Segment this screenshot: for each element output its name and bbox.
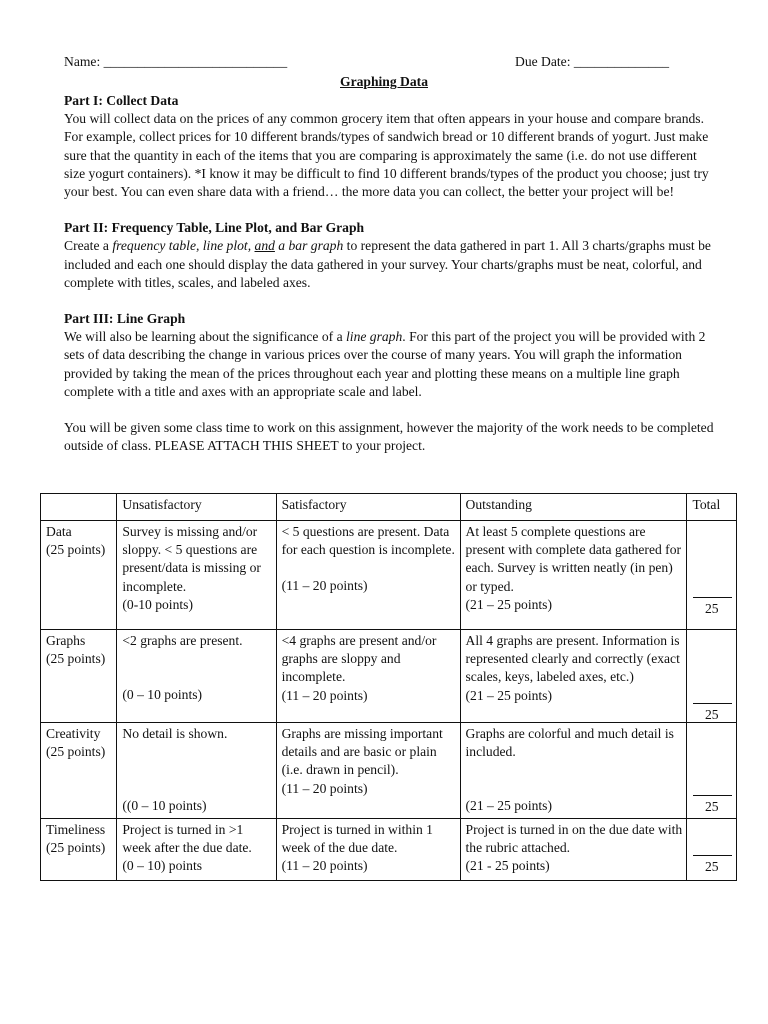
criteria-text: Graphs are missing important details and are basic or plain (i.e. drawn in pencil). <box>281 726 443 778</box>
criteria-points: (11 – 20 points) <box>281 780 368 796</box>
part2-heading: Part II: Frequency Table, Line Plot, and Bar Graph <box>64 220 365 236</box>
rubric-cell-unsatisfactory <box>117 723 276 819</box>
rubric-header-row <box>41 494 737 521</box>
rubric-row-creativity <box>41 723 737 819</box>
rubric-category <box>41 723 117 819</box>
criteria-points: (11 – 20 points) <box>281 687 368 703</box>
criteria-points: (0 – 10) points <box>122 858 203 874</box>
rubric-cell-total <box>687 521 737 630</box>
total-blank-line <box>693 855 732 856</box>
closing-text: You will be given some class time to work on this assignment, however the majority of the work needs to be completed outside of class. PLEASE ATTACH THIS SHEET to your project. <box>64 420 714 454</box>
part2-text-a: Create a <box>64 238 113 254</box>
name-field: Name: ___________________________ <box>64 54 288 69</box>
criteria-text: <4 graphs are present and/or graphs are sloppy and incomplete. <box>281 633 437 685</box>
total-value: 25 <box>704 601 719 616</box>
criteria-text: Graphs are colorful and much detail is included. <box>465 726 674 760</box>
part3-text <box>64 328 714 401</box>
rubric-header-total: Total <box>687 494 737 521</box>
criteria-points: (0 – 10 points) <box>122 687 203 703</box>
criteria-points: (21 – 25 points) <box>465 596 552 612</box>
rubric-cell-satisfactory <box>276 521 460 630</box>
part2-emphasis-2: a bar graph <box>274 238 344 254</box>
rubric-cell-total <box>687 723 737 819</box>
criteria-points: (21 – 25 points) <box>465 798 552 814</box>
part2-text-b: to represent the data gathered in part 1. All 3 charts/graphs must be included and each one should display the data gathered in your survey. Your charts/graphs must be neat, colorful, and complete with titles, scales, and labeled axes. <box>64 238 711 290</box>
criteria-text: Project is turned in within 1 week of the due date. <box>281 821 433 855</box>
total-value: 25 <box>704 858 719 874</box>
category-name: Graphs <box>46 633 86 648</box>
rubric-cell-satisfactory <box>276 723 460 819</box>
rubric-cell-total <box>687 630 737 723</box>
rubric-cell-unsatisfactory <box>117 521 276 630</box>
rubric-cell-outstanding <box>460 630 687 723</box>
rubric-header-unsatisfactory: Unsatisfactory <box>117 494 276 521</box>
criteria-text: < 5 questions are present. Data for each question is incomplete. <box>281 524 455 558</box>
category-points: (25 points) <box>46 542 106 558</box>
criteria-text: <2 graphs are present. <box>122 633 243 648</box>
part1-heading: Part I: Collect Data <box>64 93 179 108</box>
page-title: Graphing Data <box>340 74 428 89</box>
instructions <box>64 92 714 455</box>
total-blank-line <box>693 703 732 704</box>
part2-emphasis-1: frequency table, line plot, <box>112 238 255 254</box>
rubric-cell-outstanding <box>460 723 687 819</box>
header <box>64 53 704 73</box>
due-date-field: Due Date: ______________ <box>515 54 670 69</box>
criteria-points: (11 – 20 points) <box>281 858 368 874</box>
total-blank-line <box>693 597 732 598</box>
rubric-cell-unsatisfactory <box>117 818 276 880</box>
rubric-header-outstanding: Outstanding <box>460 494 687 521</box>
rubric-header-blank <box>41 494 117 521</box>
rubric-row-graphs <box>41 630 737 723</box>
total-blank-line <box>693 795 732 796</box>
criteria-text: All 4 graphs are present. Information is represented clearly and correctly (exact scales, keys, labeled axes, etc.) <box>465 633 680 685</box>
part3-heading: Part III: Line Graph <box>64 311 186 327</box>
rubric-header-satisfactory: Satisfactory <box>276 494 460 521</box>
rubric-cell-satisfactory <box>276 818 460 880</box>
part3-text-b: . For this part of the project you will be provided with 2 sets of data describing the change in various prices over the course of many years. You will graph the information provided by taking the mean of the prices throughout each year and plotting these means on a multiple line graph complete with a title and axes with an appropriate scale and label. <box>64 329 706 399</box>
criteria-points: (21 - 25 points) <box>465 858 550 874</box>
rubric-cell-unsatisfactory <box>117 630 276 723</box>
criteria-points: ((0 – 10 points) <box>122 798 207 814</box>
rubric-category <box>41 521 117 630</box>
rubric-row-timeliness <box>41 818 737 880</box>
category-points: (25 points) <box>46 744 106 760</box>
part1-text: You will collect data on the prices of any common grocery item that often appears in your house and compare brands. For example, collect prices for 10 different brands/types of sandwich bread or 10 different brands of yogurt. Just make sure that the quantity in each of the items that you are comparing is approximately the same (i.e. do not use different size yogurt containers). *I know it may be difficult to find 10 different brands/types of the product you choose; just try your best. You can even share data with a friend… the more data you can collect, the better your project will be! <box>64 111 709 200</box>
rubric-category <box>41 630 117 723</box>
category-name: Timeliness <box>46 821 106 837</box>
part2-and-word: and <box>254 238 275 254</box>
category-points: (25 points) <box>46 651 106 667</box>
rubric-row-data <box>41 521 737 630</box>
part3-emphasis: line graph <box>346 329 403 345</box>
rubric-cell-total <box>687 818 737 880</box>
rubric-cell-outstanding <box>460 521 687 630</box>
criteria-text: Project is turned in on the due date with the rubric attached. <box>465 821 683 855</box>
criteria-points: (11 – 20 points) <box>281 578 368 594</box>
criteria-text: No detail is shown. <box>122 726 228 741</box>
rubric-table <box>40 493 737 881</box>
total-value: 25 <box>704 707 719 722</box>
criteria-text: Survey is missing and/or sloppy. < 5 questions are present/data is missing or incomplete. <box>122 524 261 594</box>
rubric-cell-outstanding <box>460 818 687 880</box>
criteria-points: (21 – 25 points) <box>465 687 552 703</box>
rubric-category <box>41 818 117 880</box>
category-name: Creativity <box>46 726 101 741</box>
total-value: 25 <box>704 799 719 814</box>
criteria-points: (0-10 points) <box>122 596 193 612</box>
criteria-text: Project is turned in >1 week after the due date. <box>122 821 252 855</box>
category-points: (25 points) <box>46 839 106 855</box>
category-name: Data <box>46 524 72 539</box>
part2-text <box>64 237 714 292</box>
rubric-cell-satisfactory <box>276 630 460 723</box>
part3-text-a: We will also be learning about the significance of a <box>64 329 347 345</box>
criteria-text: At least 5 complete questions are present with complete data gathered for each. Survey is written neatly (in pen) or typed. <box>465 524 682 594</box>
